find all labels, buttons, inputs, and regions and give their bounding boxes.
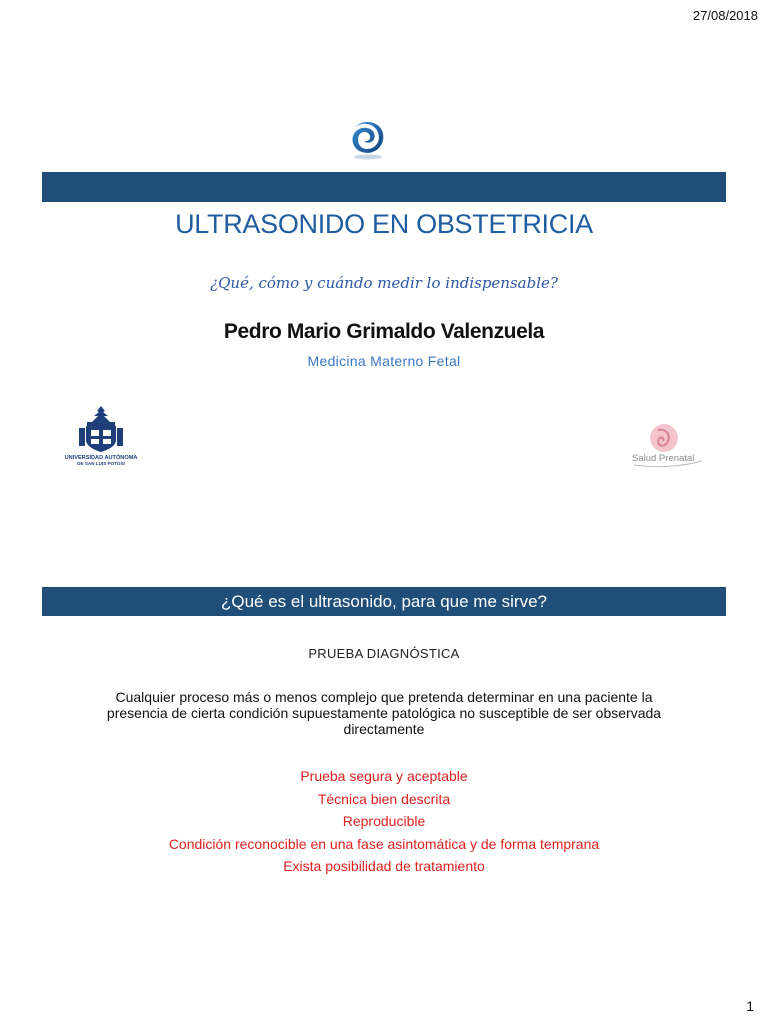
section-heading: ¿Qué es el ultrasonido, para que me sirve? bbox=[220, 591, 547, 611]
requirement-item: Condición reconocible en una fase asintomática y de forma temprana bbox=[168, 835, 600, 852]
requirement-item: Prueba segura y aceptable bbox=[300, 768, 468, 784]
requirement-item: Reproducible bbox=[342, 813, 426, 829]
university-crest-logo bbox=[62, 404, 140, 466]
page-subtitle: ¿Qué, cómo y cuándo medir lo indispensable? bbox=[210, 274, 558, 292]
page-number: 1 bbox=[746, 998, 754, 1014]
section-heading-band bbox=[42, 587, 726, 616]
requirement-item: Exista posibilidad de tratamiento bbox=[283, 858, 485, 874]
university-caption-line2: DE SAN LUIS POTOSÍ bbox=[77, 461, 125, 466]
author-name: Pedro Mario Grimaldo Valenzuela bbox=[223, 320, 545, 343]
document-date: 27/08/2018 bbox=[692, 8, 758, 23]
definition-paragraph: Cualquier proceso más o menos complejo que pretenda determinar en una paciente la presencia de cierta condición supuestamente patológica no susceptible de ser observada directamente bbox=[106, 689, 662, 737]
section-subheading: PRUEBA DIAGNÓSTICA bbox=[308, 646, 460, 661]
title-band bbox=[42, 172, 726, 202]
swirl-logo-icon bbox=[345, 117, 389, 161]
university-caption-line1: UNIVERSIDAD AUTÓNOMA bbox=[64, 455, 138, 461]
page-title: ULTRASONIDO EN OBSTETRICIA bbox=[175, 209, 593, 239]
requirement-item: Técnica bien descrita bbox=[317, 790, 451, 807]
salud-prenatal-caption: Salud Prenatal bbox=[632, 453, 695, 464]
author-specialty: Medicina Materno Fetal bbox=[307, 353, 461, 369]
salud-prenatal-logo bbox=[628, 420, 708, 472]
requirements-list bbox=[0, 765, 768, 878]
